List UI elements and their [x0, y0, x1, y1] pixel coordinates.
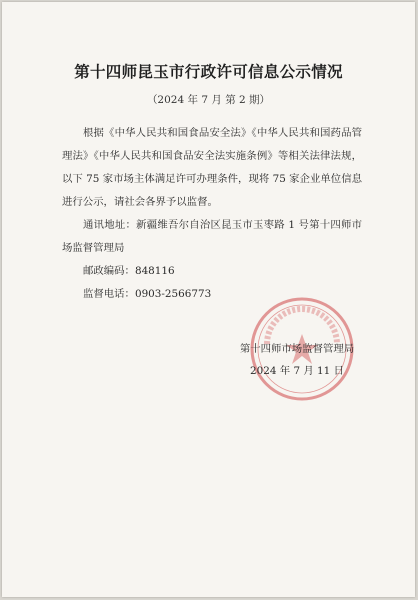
document-body	[62, 122, 362, 306]
document-page	[2, 2, 415, 597]
signature-block	[222, 338, 372, 382]
document-title: 第十四师昆玉市行政许可信息公示情况	[74, 63, 343, 81]
postal-code-line: 邮政编码：848116	[83, 265, 175, 277]
phone-line: 监督电话：0903-2566773	[83, 288, 212, 300]
body-paragraph: 根据《中华人民共和国食品安全法》《中华人民共和国药品管理法》《中华人民共和国食品安全法实施条例》等相关法律法规，以下 75 家市场主体满足许可办理条件，现将 75 家企业单位信息进行公示，请社会各界予以监督。	[62, 127, 362, 208]
signature-date: 2024 年 7 月 11 日	[250, 365, 344, 377]
issue-number: （2024 年 7 月 第 2 期）	[146, 94, 271, 106]
signature-org: 第十四师市场监督管理局	[239, 343, 355, 355]
address-line: 通讯地址：新疆维吾尔自治区昆玉市玉枣路 1 号第十四师市场监督管理局	[62, 219, 362, 254]
